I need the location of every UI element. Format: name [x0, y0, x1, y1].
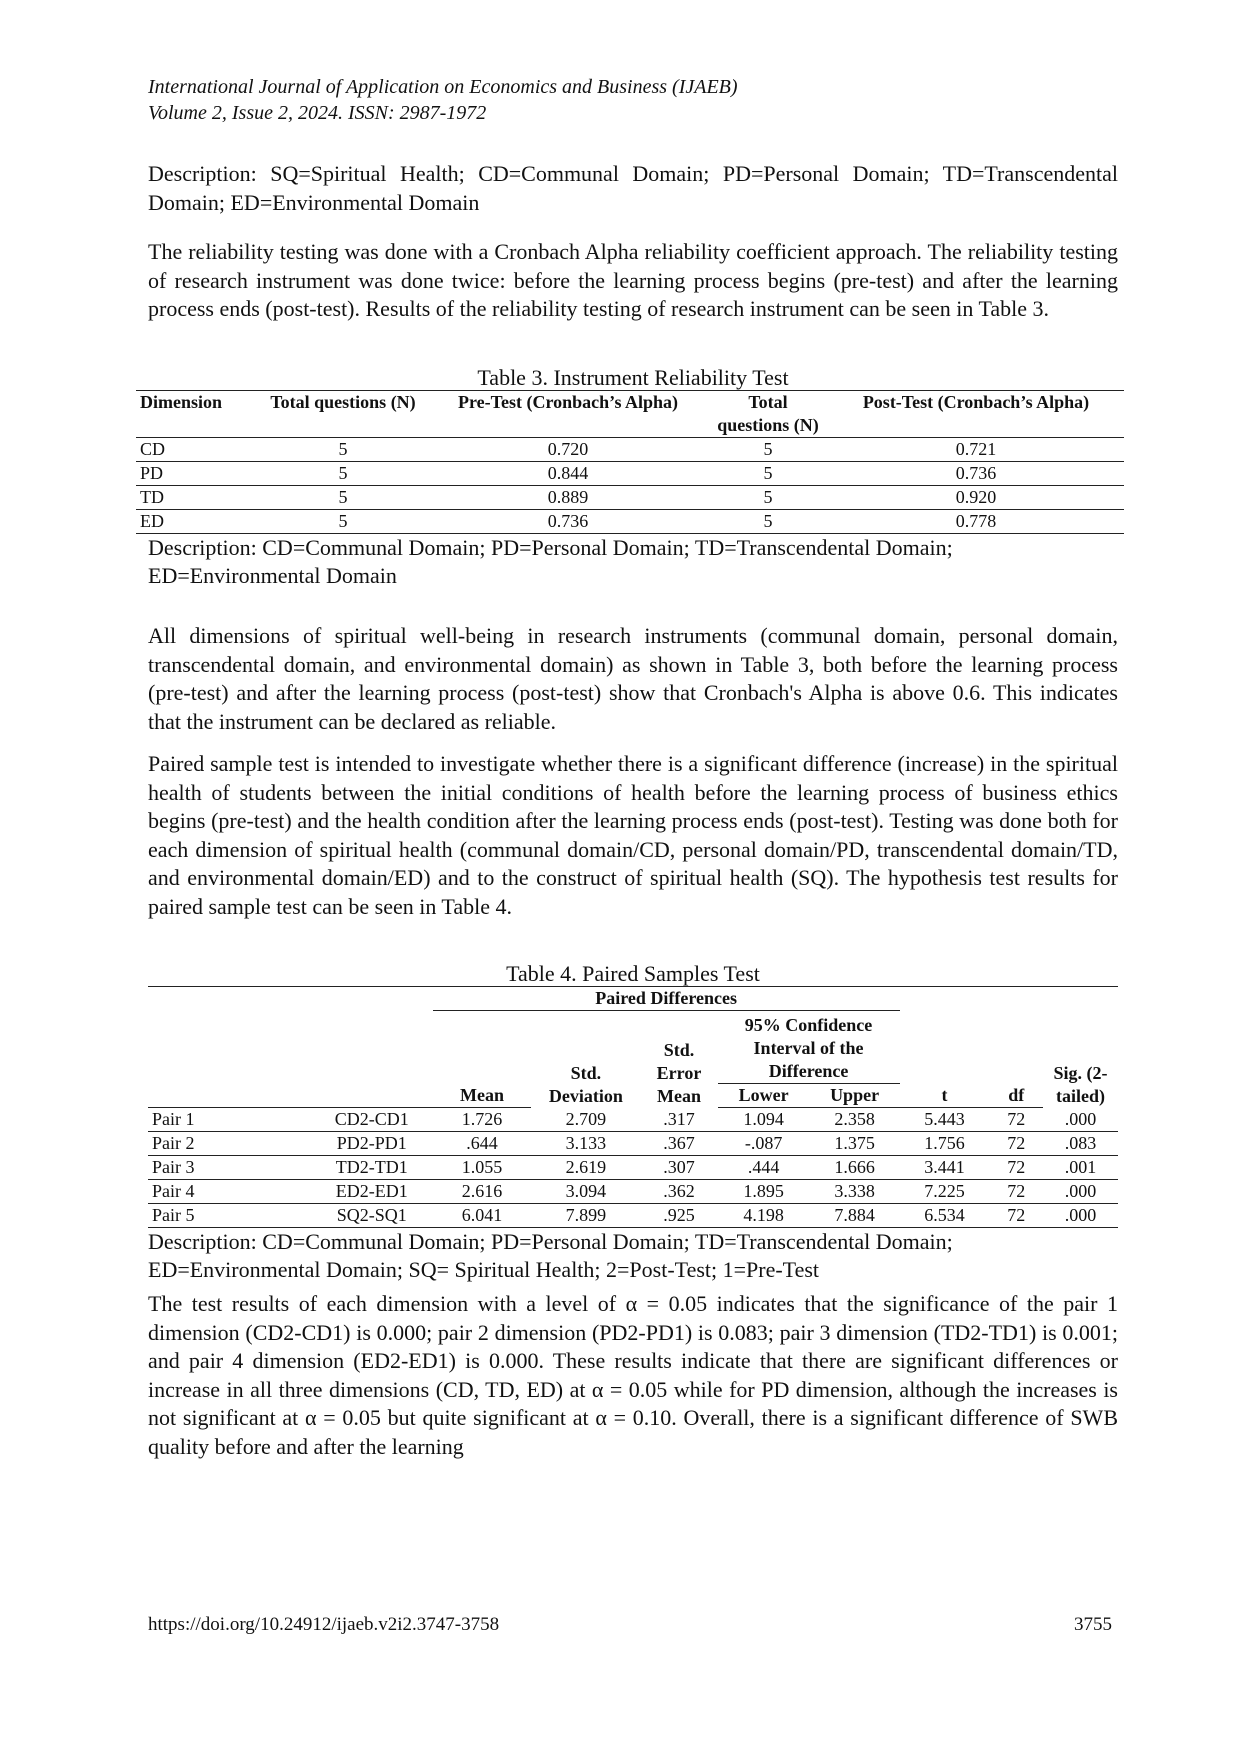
table3-header: Pre-Test (Cronbach’s Alpha) [428, 391, 708, 438]
paragraph-results: The test results of each dimension with a level of α = 0.05 indicates that the significance of the pair 1 dimension (CD2-CD1) is 0.000; pair 2 dimension (PD2-PD1) is 0.083; pair 3 dimension (TD2-TD1) is 0.001; and pair 4 dimension (ED2-ED1) is 0.000. These results indicate that there are significant differences or increase in all three dimensions (CD, TD, ED) at α = 0.05 while for PD dimension, although the increases is not significant at α = 0.05 but quite significant at α = 0.10. Overall, there is a significant difference of SWB quality before and after the learning [148, 1291, 1118, 1459]
journal-title: International Journal of Application on Economics and Business (IJAEB) [148, 76, 738, 98]
table-cell: 6.041 [433, 1204, 531, 1228]
table4-ci-header-row [148, 1011, 1118, 1084]
table-cell: TD [136, 486, 258, 510]
table-cell: 5 [258, 438, 428, 462]
table-cell: .644 [433, 1132, 531, 1156]
table-row [148, 1108, 1118, 1132]
doi-link[interactable]: https://doi.org/10.24912/ijaeb.v2i2.3747-3758 [148, 1614, 500, 1635]
paragraph-dimensions: All dimensions of spiritual well-being in research instruments (communal domain, personal domain, transcendental domain, and environmental domain) as shown in Table 3, both before the learning process (pre-test) and after the learning process (post-test) show that Cronbach's Alpha is above 0.6. This indicates that the instrument can be declared as reliable. [148, 623, 1118, 734]
table-cell: 0.920 [828, 486, 1124, 510]
sig-header: Sig. (2-tailed) [1053, 1062, 1108, 1106]
table-cell: .367 [640, 1132, 717, 1156]
body-para-4 [148, 1290, 1118, 1461]
table-cell: 2.619 [531, 1156, 640, 1180]
table-cell: Pair 2 [148, 1132, 311, 1156]
table-cell: 72 [989, 1180, 1043, 1204]
table-cell: 3.441 [900, 1156, 990, 1180]
page-number: 3755 [1074, 1614, 1112, 1635]
table-cell: .083 [1043, 1132, 1118, 1156]
table-cell: 5 [708, 438, 828, 462]
table-cell: .000 [1043, 1180, 1118, 1204]
table-cell: 1.375 [810, 1132, 900, 1156]
table-row [136, 510, 1124, 534]
table3-header: Post-Test (Cronbach’s Alpha) [828, 391, 1124, 438]
table-cell: 2.616 [433, 1180, 531, 1204]
body-top [148, 160, 1118, 217]
t-header: t [900, 1084, 990, 1108]
table-cell: 1.756 [900, 1132, 990, 1156]
std-deviation-header: Std. Deviation [548, 1062, 623, 1106]
table3-header-row [136, 391, 1124, 438]
table-row [136, 486, 1124, 510]
body-para-1 [148, 238, 1118, 324]
table-cell: 72 [989, 1156, 1043, 1180]
table-cell: CD2-CD1 [311, 1108, 433, 1132]
table-cell: 72 [989, 1108, 1043, 1132]
table-cell: .307 [640, 1156, 717, 1180]
table-cell: 1.055 [433, 1156, 531, 1180]
body-para-3 [148, 750, 1118, 921]
table-row [136, 438, 1124, 462]
table3-block [140, 365, 1118, 590]
table-cell: 0.736 [428, 510, 708, 534]
table-cell: SQ2-SQ1 [311, 1204, 433, 1228]
paragraph-paired-test: Paired sample test is intended to investigate whether there is a significant difference (increase) in the spiritual health of students between the initial conditions of health before the learning process of business ethics begins (pre-test) and the health condition after the learning process ends (post-test). Testing was done both for each dimension of spiritual health (communal domain/CD, personal domain/PD, transcendental domain/TD, and environmental domain/ED) and to the construct of spiritual health (SQ). The hypothesis test results for paired sample test can be seen in Table 4. [148, 751, 1118, 919]
table3-header: Total questions (N) [258, 391, 428, 438]
table-cell: 5.443 [900, 1108, 990, 1132]
table-cell: 0.844 [428, 462, 708, 486]
table-cell: 1.895 [718, 1180, 810, 1204]
table-cell: 3.338 [810, 1180, 900, 1204]
table4-group-header-row [148, 987, 1118, 1011]
table-cell: 1.094 [718, 1108, 810, 1132]
table-cell: .000 [1043, 1204, 1118, 1228]
table-cell: CD [136, 438, 258, 462]
confidence-interval-header: 95% Confidence Interval of the Difference [718, 1011, 900, 1084]
table4 [148, 986, 1118, 1228]
table-cell: 7.884 [810, 1204, 900, 1228]
table-cell: 3.094 [531, 1180, 640, 1204]
table-cell: 72 [989, 1132, 1043, 1156]
table4-body [148, 1108, 1118, 1228]
table-cell: Pair 3 [148, 1156, 311, 1180]
table-cell: 1.726 [433, 1108, 531, 1132]
std-error-header: Std. Error Mean [656, 1039, 702, 1106]
mean-header: Mean [433, 1084, 531, 1108]
volume-issue: Volume 2, Issue 2, 2024. ISSN: 2987-1972 [148, 102, 487, 124]
table-row [148, 1204, 1118, 1228]
table-cell: -.087 [718, 1132, 810, 1156]
table4-caption: Table 4. Paired Samples Test [506, 961, 760, 986]
table3-caption: Table 3. Instrument Reliability Test [477, 365, 789, 390]
table-cell: 5 [258, 510, 428, 534]
table-cell: PD2-PD1 [311, 1132, 433, 1156]
upper-header: Upper [810, 1084, 900, 1108]
table-cell: .362 [640, 1180, 717, 1204]
paragraph-reliability: The reliability testing was done with a Cronbach Alpha reliability coefficient approach. The reliability testing of research instrument was done twice: before the learning process begins (pre-test) and after the learning process ends (post-test). Results of the reliability testing of research instrument can be seen in Table 3. [148, 239, 1118, 321]
table-cell: Pair 1 [148, 1108, 311, 1132]
description-sq: Description: SQ=Spiritual Health; CD=Communal Domain; PD=Personal Domain; TD=Transcendental Domain; ED=Environmental Domain [148, 161, 1118, 215]
table-cell: 4.198 [718, 1204, 810, 1228]
table-row [148, 1132, 1118, 1156]
table-cell: 5 [258, 486, 428, 510]
table-cell: 3.133 [531, 1132, 640, 1156]
table-cell: .925 [640, 1204, 717, 1228]
table-cell: 5 [258, 462, 428, 486]
table-cell: 7.225 [900, 1180, 990, 1204]
table-row [148, 1156, 1118, 1180]
table-cell: PD [136, 462, 258, 486]
table-cell: .001 [1043, 1156, 1118, 1180]
lower-header: Lower [718, 1084, 810, 1108]
table-cell: 0.736 [828, 462, 1124, 486]
table-cell: 5 [708, 486, 828, 510]
table-cell: 0.889 [428, 486, 708, 510]
table-cell: ED [136, 510, 258, 534]
table-cell: .000 [1043, 1108, 1118, 1132]
table-cell: .317 [640, 1108, 717, 1132]
table3-description: Description: CD=Communal Domain; PD=Personal Domain; TD=Transcendental Domain; ED=Environmental Domain [148, 535, 953, 588]
table3 [136, 390, 1124, 534]
table3-header: Total questions (N) [708, 391, 828, 438]
table3-header: Dimension [136, 391, 258, 438]
table-cell: 2.709 [531, 1108, 640, 1132]
table4-description: Description: CD=Communal Domain; PD=Personal Domain; TD=Transcendental Domain; ED=Environmental Domain; SQ= Spiritual Health; 2=Post-Test; 1=Pre-Test [148, 1229, 953, 1282]
table3-body [136, 438, 1124, 534]
table-cell: ED2-ED1 [311, 1180, 433, 1204]
body-para-2 [148, 622, 1118, 736]
table-row [148, 1180, 1118, 1204]
table-cell: 72 [989, 1204, 1043, 1228]
table-cell: 5 [708, 510, 828, 534]
table-cell: 7.899 [531, 1204, 640, 1228]
table-cell: 6.534 [900, 1204, 990, 1228]
df-header: df [989, 1084, 1043, 1108]
table-cell: 5 [708, 462, 828, 486]
table-cell: 2.358 [810, 1108, 900, 1132]
table-cell: 0.720 [428, 438, 708, 462]
table-cell: 0.778 [828, 510, 1124, 534]
table-cell: 1.666 [810, 1156, 900, 1180]
table4-block [148, 962, 1118, 1284]
table-cell: Pair 4 [148, 1180, 311, 1204]
table-cell: 0.721 [828, 438, 1124, 462]
table-cell: .444 [718, 1156, 810, 1180]
running-header [148, 74, 738, 126]
table-cell: TD2-TD1 [311, 1156, 433, 1180]
paired-differences-header: Paired Differences [433, 987, 900, 1011]
table-row [136, 462, 1124, 486]
table-cell: Pair 5 [148, 1204, 311, 1228]
